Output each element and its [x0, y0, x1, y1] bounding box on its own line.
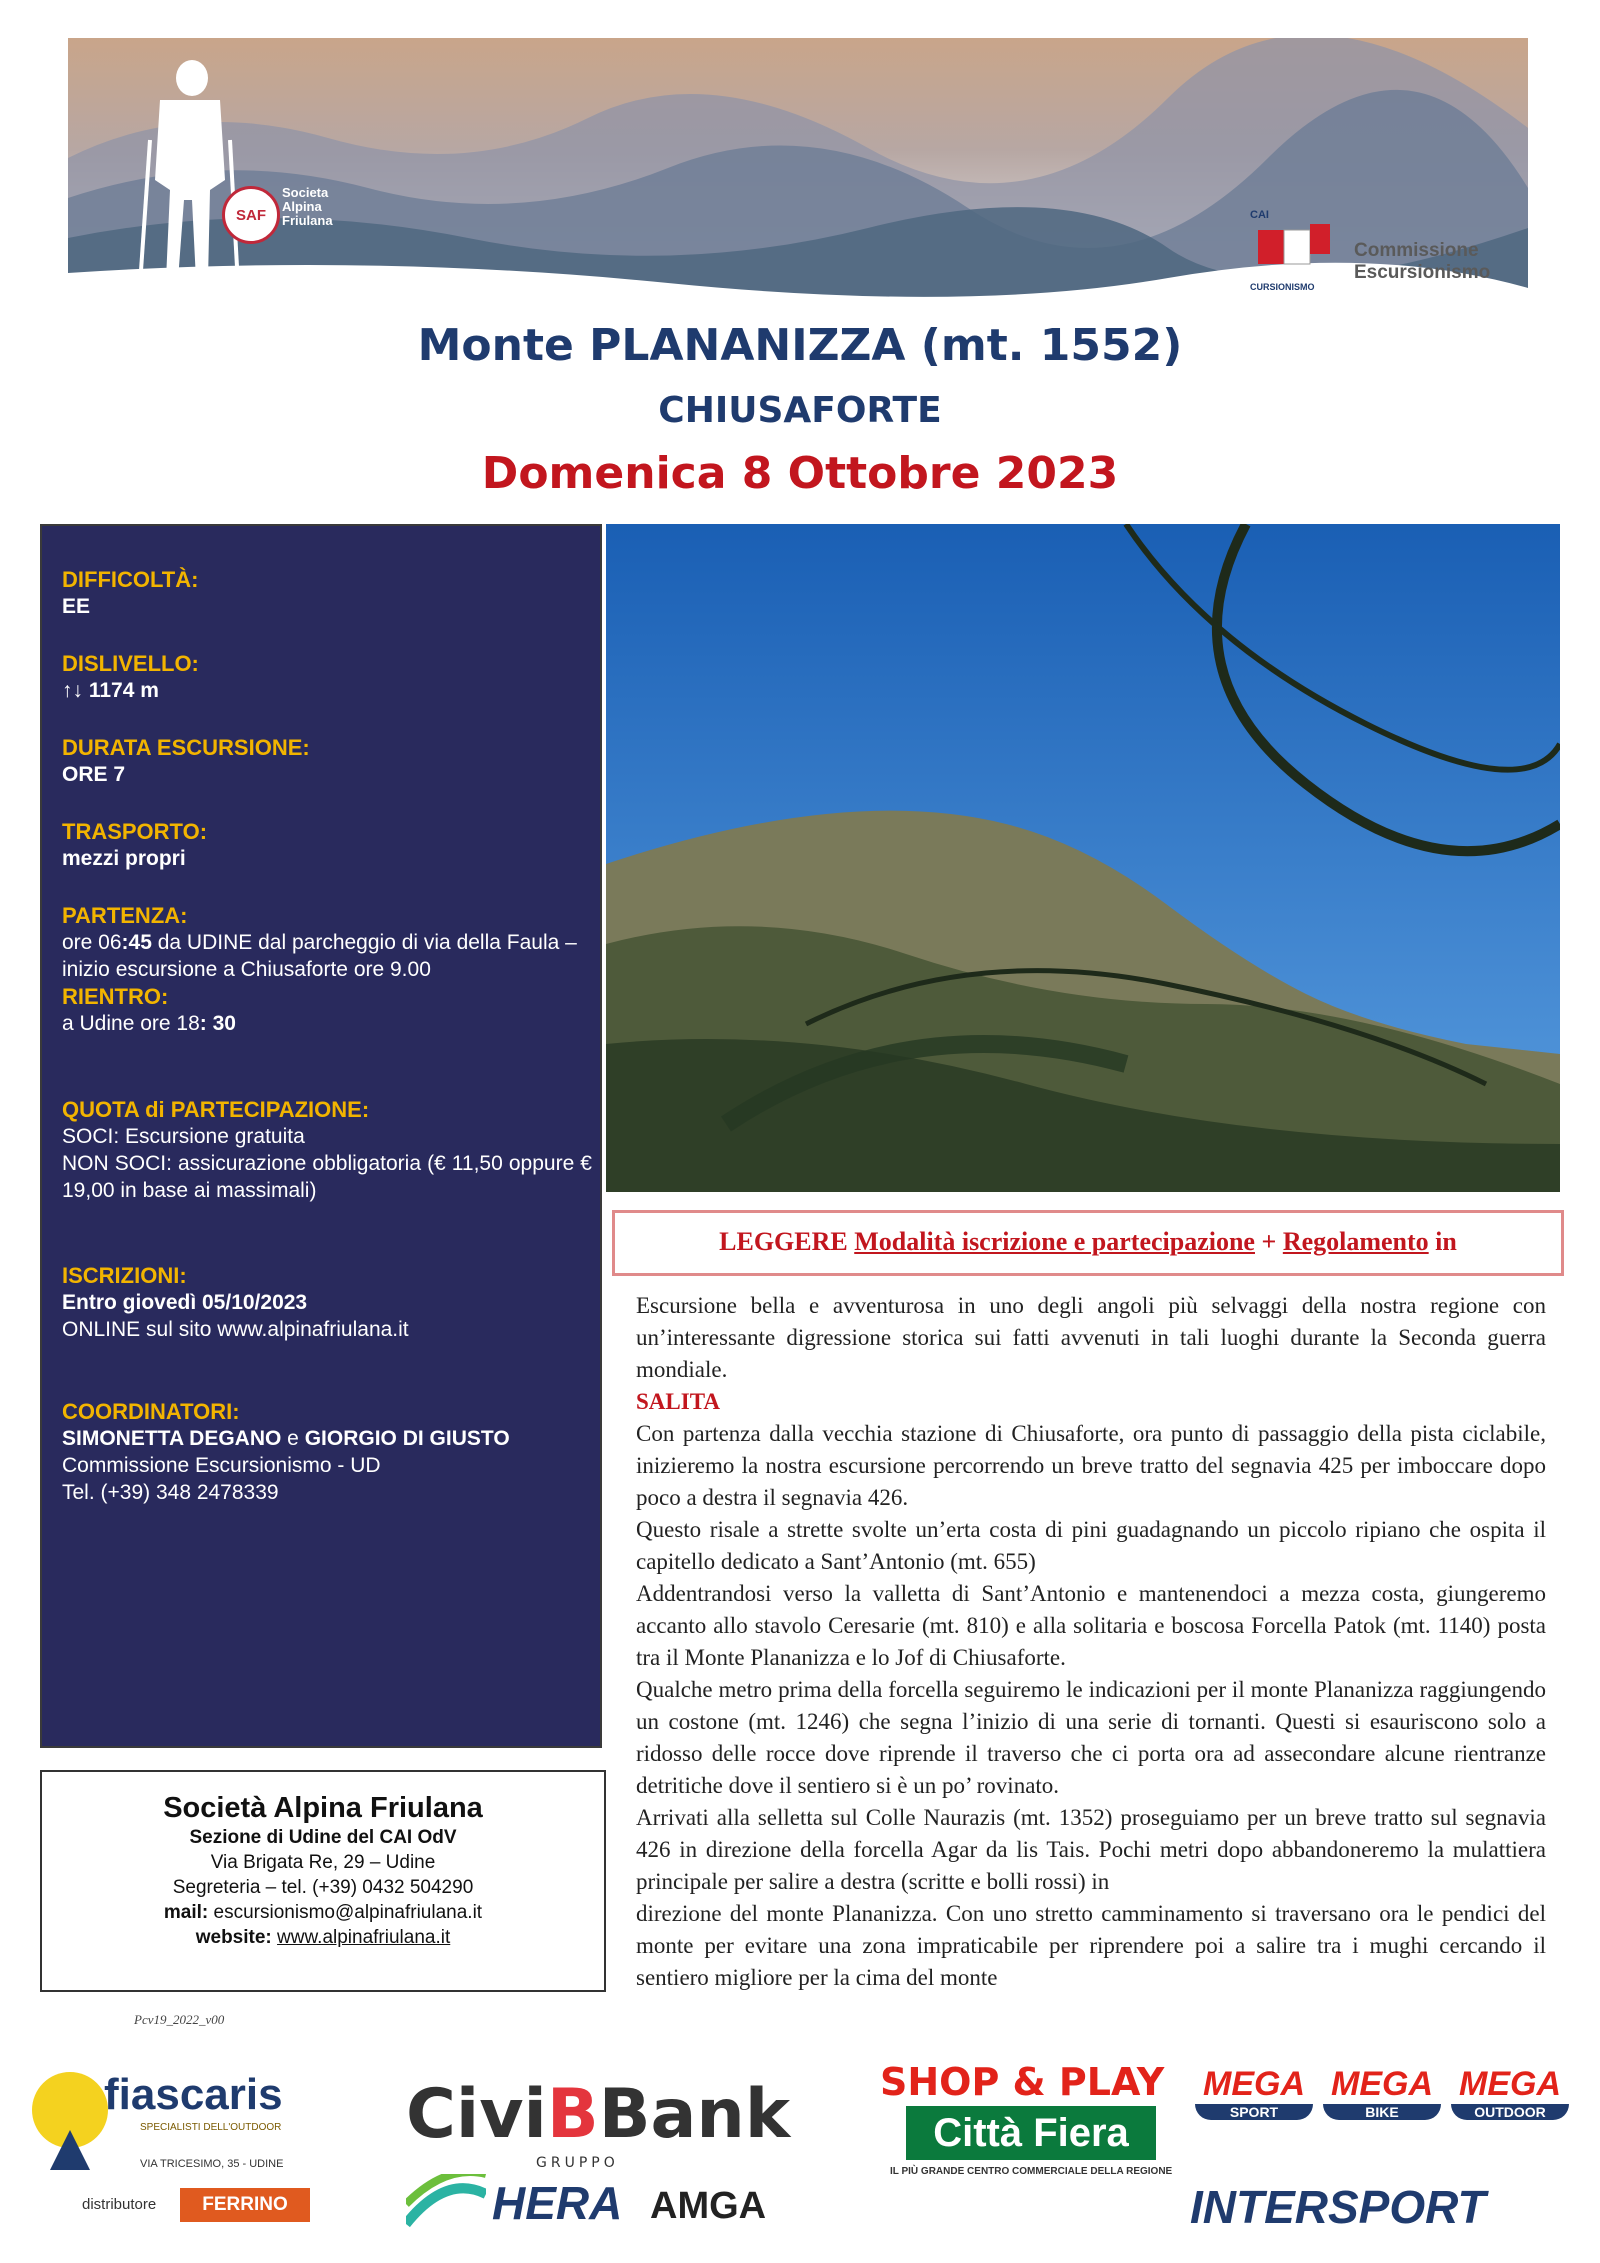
iscrizioni-block	[62, 1262, 592, 1343]
mega-outdoor	[1451, 2065, 1569, 2120]
commissione-line: Escursionismo	[1354, 262, 1491, 283]
iscrizioni-label: ISCRIZIONI:	[62, 1263, 187, 1288]
notice-box	[612, 1210, 1564, 1276]
mega-sport	[1195, 2065, 1313, 2120]
ferrino-distributor-label: distributore	[82, 2196, 157, 2213]
partenza-value	[62, 929, 592, 983]
coordinator-name: SIMONETTA DEGANO	[62, 1427, 282, 1450]
event-location: CHIUSAFORTE	[658, 390, 942, 431]
notice-in: in	[1428, 1227, 1457, 1256]
fiascaris-tagline: SPECIALISTI DELL'OUTDOOR	[140, 2122, 282, 2133]
society-address: Via Brigata Re, 29 – Udine	[210, 1852, 436, 1873]
coordinatori-names	[62, 1425, 592, 1452]
partenza-block	[62, 902, 592, 1037]
iscrizioni-online: ONLINE sul sito www.alpinafriulana.it	[62, 1318, 409, 1341]
dislivello-block	[62, 650, 592, 704]
mega-text: MEGA	[1331, 2065, 1433, 2103]
society-contact-box	[40, 1770, 606, 1992]
event-date: Domenica 8 Ottobre 2023	[481, 448, 1119, 499]
document-code: Pcv19_2022_v00	[134, 2012, 225, 2027]
commissione-line: Commissione	[1354, 240, 1479, 261]
durata-label: DURATA ESCURSIONE:	[62, 735, 310, 760]
quota-soci: SOCI: Escursione gratuita	[62, 1125, 305, 1148]
coordinator-name: GIORGIO DI GIUSTO	[304, 1427, 510, 1450]
fiascaris-logo	[30, 2060, 310, 2240]
shop-play-text: SHOP & PLAY	[880, 2060, 1165, 2104]
svg-text:CURSIONISMO: CURSIONISMO	[1250, 282, 1315, 292]
saf-line: Friulana	[282, 213, 333, 228]
rientro-label: RIENTRO:	[62, 984, 169, 1009]
coordinatori-block	[62, 1398, 592, 1506]
quota-label: QUOTA di PARTECIPAZIONE:	[62, 1097, 370, 1122]
difficolta-label: DIFFICOLTÀ:	[62, 567, 199, 592]
description-paragraph: Arrivati alla selletta sul Colle Naurazis (mt. 1352) proseguiamo per un breve tratto sul segnavia 426 in direzione della forcella Agar da lis Tais. Pochi metri dopo abbandoneremo la mulattiera principale per salire a destra (scritte e bolli rossi) in	[636, 1805, 1546, 1894]
society-website	[42, 1925, 604, 1950]
mountain-photo	[606, 524, 1560, 1192]
trasporto-label: TRASPORTO:	[62, 819, 208, 844]
fiascaris-text: fiascaris	[104, 2070, 283, 2119]
pine-and-mountain-image	[606, 524, 1560, 1192]
cai-escursionismo-logo	[1248, 200, 1336, 296]
mega-sub: BIKE	[1323, 2104, 1441, 2120]
saf-line: Alpina	[282, 199, 322, 214]
coordinatori-phone: Tel. (+39) 348 2478339	[62, 1481, 279, 1504]
rientro-minutes: : 30	[199, 1012, 236, 1035]
trasporto-block	[62, 818, 592, 872]
society-name: Società Alpina Friulana	[163, 1792, 483, 1824]
civibank-logo: CiviBBank GRUPPO	[406, 2075, 791, 2171]
partenza-label: PARTENZA:	[62, 903, 188, 928]
mega-sport-logos	[1195, 2065, 1570, 2155]
durata-block	[62, 734, 592, 788]
coordinatori-commission: Commissione Escursionismo - UD	[62, 1454, 381, 1477]
hera-emblem	[406, 2174, 486, 2234]
notice-leggere: LEGGERE	[719, 1227, 855, 1256]
society-section: Sezione di Udine del CAI OdV	[189, 1827, 457, 1848]
rientro-value	[62, 1010, 592, 1037]
description-paragraph: Addentrandosi verso la valletta di Sant’Antonio e mantenendoci a mezza costa, giungeremo accanto allo stavolo Ceresarie (mt. 810) e alla solitaria e boscosa Forcella Patok (mt. 1140) posta tra il Monte Plananizza e lo Jof di Chiusaforte.	[636, 1581, 1546, 1670]
rientro-hour: a Udine ore 18	[62, 1012, 200, 1035]
mega-sub: OUTDOOR	[1451, 2104, 1569, 2120]
partenza-minutes: :45	[121, 931, 152, 954]
mail-address[interactable]: escursionismo@alpinafriulana.it	[208, 1902, 483, 1923]
dislivello-value: ↑↓ 1174 m	[62, 679, 159, 702]
dislivello-label: DISLIVELLO:	[62, 651, 199, 676]
coordinator-and: e	[281, 1427, 305, 1450]
quota-nonsoci: NON SOCI: assicurazione obbligatoria (€ 11,50 oppure € 19,00 in base ai massimali)	[62, 1152, 592, 1202]
description-paragraph: direzione del monte Plananizza. Con uno stretto camminamento si traversano ora le pendici del monte per evitare una zona impraticabile per riprendere poi a salire tra i mughi cercando il sentiero migliore per la cima del monte	[636, 1901, 1546, 1990]
durata-value: ORE 7	[62, 763, 126, 786]
civibank-bank: Bank	[598, 2075, 791, 2154]
shop-and-play-citta-fiera-logo	[880, 2060, 1180, 2190]
event-title: Monte PLANANIZZA (mt. 1552)	[417, 320, 1183, 371]
link-modalita-iscrizione[interactable]: Modalità iscrizione e partecipazione	[854, 1227, 1255, 1256]
difficolta-block	[62, 566, 592, 620]
hera-text: HERA	[492, 2177, 623, 2229]
citta-fiera-tagline: IL PIÙ GRANDE CENTRO COMMERCIALE DELLA REGIONE	[890, 2166, 1173, 2177]
mega-text: MEGA	[1203, 2065, 1305, 2103]
mega-sub: SPORT	[1195, 2104, 1313, 2120]
website-label: website:	[195, 1927, 272, 1948]
partenza-hour: ore 06	[62, 931, 122, 954]
hera-logo	[406, 2170, 626, 2240]
ferrino-logo: FERRINO	[180, 2188, 310, 2222]
coordinatori-label: COORDINATORI:	[62, 1399, 240, 1424]
mail-label: mail:	[163, 1902, 209, 1923]
notice-plus: +	[1254, 1227, 1283, 1256]
society-phone: Segreteria – tel. (+39) 0432 504290	[172, 1877, 474, 1898]
fiascaris-address: VIA TRICESIMO, 35 - UDINE	[140, 2158, 284, 2170]
iscrizioni-deadline: Entro giovedì 05/10/2023	[62, 1291, 308, 1314]
amga-logo	[650, 2185, 800, 2245]
quota-block	[62, 1096, 592, 1204]
saf-logo	[222, 186, 280, 244]
mega-bike	[1323, 2065, 1441, 2120]
partenza-details: da UDINE dal parcheggio di via della Faula – inizio escursione a Chiusaforte ore 9.00	[62, 931, 577, 981]
saf-name	[282, 186, 333, 228]
link-regolamento[interactable]: Regolamento	[1282, 1227, 1429, 1256]
intro-paragraph: Escursione bella e avventurosa in uno degli angoli più selvaggi della nostra regione con un’interessante digressione storica sui fatti avvenuti in tali luoghi durante la Seconda guerra mondiale.	[636, 1293, 1546, 1382]
society-mail	[42, 1900, 604, 1925]
hiker-silhouette	[130, 50, 250, 290]
description-paragraph: Con partenza dalla vecchia stazione di Chiusaforte, ora punto di passaggio della pista ciclabile, inizieremo la nostra escursione percorrendo un breve tratto del segnavia 425 per imboccare dopo poco a destra il segnavia 426.	[636, 1421, 1546, 1510]
trasporto-value: mezzi propri	[62, 847, 186, 870]
amga-text: AMGA	[650, 2185, 767, 2227]
svg-text:CAI: CAI	[1250, 209, 1269, 221]
saf-logo-text: SAF	[236, 206, 266, 224]
website-link[interactable]: www.alpinafriulana.it	[277, 1927, 451, 1948]
info-panel	[40, 524, 602, 1748]
salita-heading: SALITA	[636, 1389, 720, 1414]
description	[636, 1290, 1546, 1994]
description-paragraph: Qualche metro prima della forcella seguiremo le indicazioni per il monte Plananizza raggiungendo un costone (mt. 1246) che segna l’inizio di una serie di tornanti. Questi si esauriscono solo a ridosso delle rocce dove riprende il traverso che ci porta ora ad assecondare alcune rientranze detritiche dove il sentiero si è un po’ rovinato.	[636, 1677, 1546, 1798]
citta-fiera-text: Città Fiera	[906, 2106, 1156, 2160]
civibank-gruppo: GRUPPO	[536, 2155, 619, 2171]
mega-text: MEGA	[1459, 2065, 1561, 2103]
intersport-logo	[1190, 2180, 1570, 2240]
difficolta-value: EE	[62, 595, 91, 618]
intersport-text: INTERSPORT	[1190, 2181, 1486, 2233]
commissione-escursionismo	[1354, 240, 1490, 284]
description-paragraph: Questo risale a strette svolte un’erta costa di pini guadagnando un piccolo ripiano che ospita il capitello dedicato a Sant’Antonio (mt. 655)	[636, 1517, 1546, 1574]
civibank-civi: Civi	[406, 2075, 547, 2154]
saf-line: Societa	[282, 185, 329, 200]
